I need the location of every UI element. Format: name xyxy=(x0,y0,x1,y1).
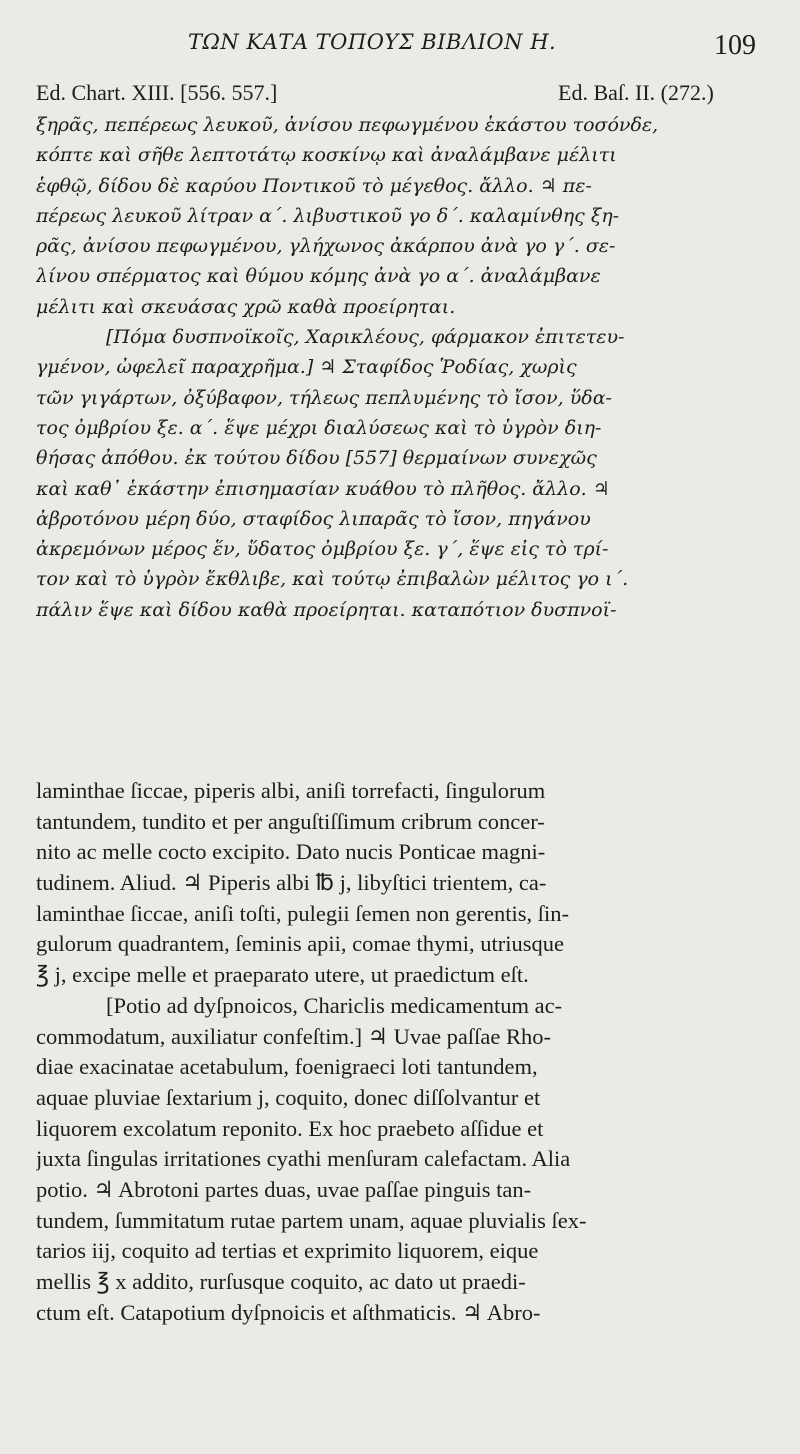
latin-line: potio. ♃ Abrotoni partes duas, uvae paſſae pinguis tan- xyxy=(36,1176,532,1202)
latin-line: mellis ℥ x addito, rurſusque coquito, ac dato ut praedi- xyxy=(36,1269,526,1294)
greek-line: τῶν γιγάρτων, ὀξύβαφον, τήλεως πεπλυμένης τὸ ἴσον, ὕδα- xyxy=(36,386,612,409)
latin-line: aquae pluviae ſextarium j, coquito, donec diſſolvantur et xyxy=(36,1084,541,1110)
greek-line: πέρεως λευκοῦ λίτραν α΄. λιβυστικοῦ γο δ΄. καλαμίνθης ξη- xyxy=(36,204,620,227)
edition-reference-left: Ed. Chart. XIII. [556. 557.] xyxy=(36,80,278,105)
greek-line: γμένον, ὠφελεῖ παραχρῆμα.] ♃ Σταφίδος Ῥοδίας, χωρὶς xyxy=(36,356,577,379)
greek-line: πάλιν ἕψε καὶ δίδου καθὰ προείρηται. καταπότιον δυσπνοϊ- xyxy=(36,598,617,621)
greek-line: ἀκρεμόνων μέρος ἕν, ὕδατος ὀμβρίου ξε. γ΄, ἕψε εἰς τὸ τρί- xyxy=(36,538,609,561)
latin-line: juxta ſingulas irritationes cyathi menſuram calefactam. Alia xyxy=(36,1146,571,1172)
latin-line: tarios iij, coquito ad tertias et exprimito liquorem, eique xyxy=(36,1238,539,1264)
latin-line: liquorem excolatum reponito. Ex hoc praebeto aſſidue et xyxy=(36,1115,544,1141)
latin-text-block xyxy=(36,776,772,1328)
greek-line: μέλιτι καὶ σκευάσας χρῶ καθὰ προείρηται. xyxy=(36,295,456,318)
page-number: 109 xyxy=(714,30,756,61)
greek-line: ρᾶς, ἀνίσου πεφωγμένου, γλήχωνος ἀκάρπου ἀνὰ γο γ΄. σε- xyxy=(36,235,616,258)
latin-line: laminthae ſiccae, piperis albi, aniſi torrefacti, ſingulorum xyxy=(36,778,546,803)
running-title: ΤΩΝ ΚΑΤΑ ΤΟΠΟΥΣ ΒΙΒΛΙΟΝ Η. xyxy=(188,30,557,54)
latin-line: commodatum, auxiliatur confeſtim.] ♃ Uvae paſſae Rho- xyxy=(36,1023,552,1049)
greek-line: θήσας ἀπόθου. ἐκ τούτου δίδου [557] θερμαίνων συνεχῶς xyxy=(36,447,597,470)
latin-line: [Potio ad dyſpnoicos, Chariclis medicamentum ac- xyxy=(106,992,563,1018)
greek-line: καὶ καθ᾽ ἑκάστην ἐπισημασίαν κυάθου τὸ πλῆθος. ἄλλο. ♃ xyxy=(36,477,610,500)
latin-line: tundem, ſummitatum rutae partem unam, aquae pluvialis ſex- xyxy=(36,1207,587,1233)
greek-line: ξηρᾶς, πεπέρεως λευκοῦ, ἀνίσου πεφωγμένου ἑκάστου τοσόνδε, xyxy=(36,114,659,136)
latin-line: laminthae ſiccae, aniſi toſti, pulegii ſemen non gerentis, ſin- xyxy=(36,900,569,926)
latin-line: tantundem, tundito et per anguſtiſſimum cribrum concer- xyxy=(36,808,545,834)
greek-text-block xyxy=(36,110,772,625)
greek-line: ἑφθῷ, δίδου δὲ καρύου Ποντικοῦ τὸ μέγεθος. ἄλλο. ♃ πε- xyxy=(36,174,592,197)
latin-line: gulorum quadrantem, ſeminis apii, comae thymi, utriusque xyxy=(36,931,565,957)
latin-line: tudinem. Aliud. ♃ Piperis albi ℔ j, libyſtici trientem, ca- xyxy=(36,870,547,896)
latin-line: nito ac melle cocto excipito. Dato nucis Ponticae magni- xyxy=(36,839,546,865)
greek-line: λίνου σπέρματος καὶ θύμου κόμης ἀνὰ γο α΄. ἀναλάμβανε xyxy=(36,265,601,288)
latin-line: ctum eſt. Catapotium dyſpnoicis et aſthmaticis. ♃ Abro- xyxy=(36,1299,541,1325)
greek-line: κόπτε καὶ σῆθε λεπτοτάτῳ κοσκίνῳ καὶ ἀναλάμβανε μέλιτι xyxy=(36,144,617,167)
greek-line: ἀβροτόνου μέρη δύο, σταφίδος λιπαρᾶς τὸ ἴσον, πηγάνου xyxy=(36,507,591,530)
latin-line: diae exacinatae acetabulum, foenigraeci loti tantundem, xyxy=(36,1054,538,1080)
latin-line: ℥ j, excipe melle et praeparato utere, ut praedictum eſt. xyxy=(36,962,529,988)
greek-line: τον καὶ τὸ ὑγρὸν ἔκθλιβε, καὶ τούτῳ ἐπιβαλὼν μέλιτος γο ι΄. xyxy=(36,568,629,591)
greek-line: [Πόμα δυσπνοϊκοῖς, Χαρικλέους, φάρμακον ἐπιτετευ- xyxy=(106,326,625,349)
edition-reference-right: Ed. Baſ. II. (272.) xyxy=(558,80,714,105)
greek-line: τος ὀμβρίου ξε. α΄. ἕψε μέχρι διαλύσεως καὶ τὸ ὑγρὸν διη- xyxy=(36,416,602,439)
